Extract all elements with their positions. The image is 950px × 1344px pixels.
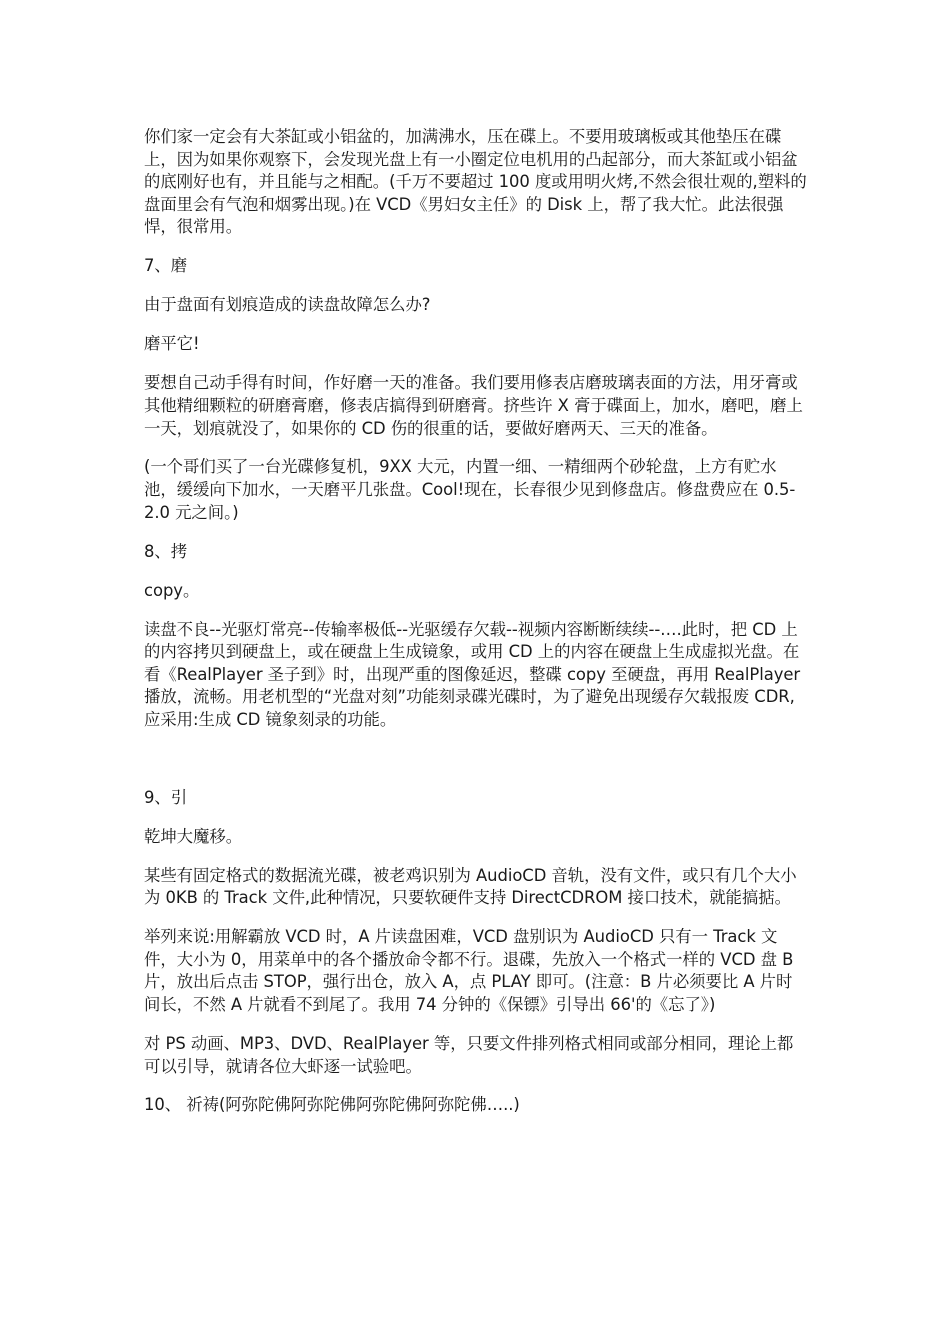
- paragraph-copy-word: copy。: [144, 580, 200, 600]
- section-heading-grind: 7、磨: [144, 256, 188, 276]
- paragraph-repair-machine-note: (一个哥们买了一台光碟修复机，9XX 大元，内置一细、一精细两个砂轮盘，上方有贮水池，缓缓向下加水，一天磨平几张盘。Cool!现在，长春很少见到修盘店。修盘费应在 0.5-2.0 元之间。): [144, 457, 796, 522]
- paragraph-guide-example: 举列来说:用解霸放 VCD 时，A 片读盘困难，VCD 盘别识为 AudioCD 只有一 Track 文件，大小为 0，用菜单中的各个播放命令都不行。退碟，先放入一个格式一样的 VCD 盘 B 片，放出后点击 STOP，强行出仓，放入 A，点 PLAY 即可。(注意：B 片必须要比 A 片时间长，不然 A 片就看不到尾了。我用 74 分钟的《保镖》引导出 66'的《忘了》): [144, 927, 794, 1014]
- paragraph-grind-answer: 磨平它!: [144, 334, 200, 354]
- paragraph-hot-water-method: 你们家一定会有大茶缸或小铝盆的，加满沸水，压在碟上。不要用玻璃板或其他垫压在碟上，因为如果你观察下，会发现光盘上有一小圈定位电机用的凸起部分，而大茶缸或小铝盆的底刚好也有，并且能与之相配。(千万不要超过 100 度或用明火烤,不然会很壮观的,塑料的盘面里会有气泡和烟雾出现。)在 VCD《男妇女主任》的 Disk 上，帮了我大忙。此法很强悍，很常用。: [144, 127, 807, 237]
- paragraph-copy-method: 读盘不良--光驱灯常亮--传输率极低--光驱缓存欠载--视频内容断断续续--….此时，把 CD 上的内容拷贝到硬盘上，或在硬盘上生成镜象，或用 CD 上的内容在硬盘上生成虚拟光盘。在看《RealPlayer 圣子到》时，出现严重的图像延迟，整碟 copy 至硬盘，再用 RealPlayer 播放，流畅。用老机型的“光盘对刻”功能刻录碟光碟时，为了避免出现缓存欠载报废 CDR,应采用:生成 CD 镜象刻录的功能。: [144, 619, 801, 729]
- paragraph-guide-title: 乾坤大魔移。: [144, 826, 243, 846]
- document-body: [144, 126, 808, 1133]
- paragraph-grind-method: 要想自己动手得有时间，作好磨一天的准备。我们要用修表店磨玻璃表面的方法，用牙膏或其他精细颗粒的研磨膏磨，修表店搞得到研磨膏。挤些许 X 膏于碟面上，加水，磨吧，磨上一天，划痕就没了，如果你的 CD 伤的很重的话，要做好磨两天、三天的准备。: [144, 373, 803, 438]
- section-heading-pray: 10、 祈祷(阿弥陀佛阿弥陀佛阿弥陀佛阿弥陀佛…..): [144, 1095, 520, 1115]
- section-heading-copy: 8、拷: [144, 541, 188, 561]
- section-heading-guide: 9、引: [144, 787, 188, 807]
- paragraph-guide-description: 某些有固定格式的数据流光碟，被老鸡识别为 AudioCD 音轨，没有文件，或只有几个大小为 0KB 的 Track 文件,此种情况，只要软硬件支持 DirectCDROM 接口技术，就能搞掂。: [144, 865, 797, 908]
- paragraph-guide-note: 对 PS 动画、MP3、DVD、RealPlayer 等，只要文件排列格式相同或部分相同，理论上都可以引导，就请各位大虾逐一试验吧。: [144, 1033, 794, 1076]
- paragraph-scratch-question: 由于盘面有划痕造成的读盘故障怎么办?: [144, 295, 431, 315]
